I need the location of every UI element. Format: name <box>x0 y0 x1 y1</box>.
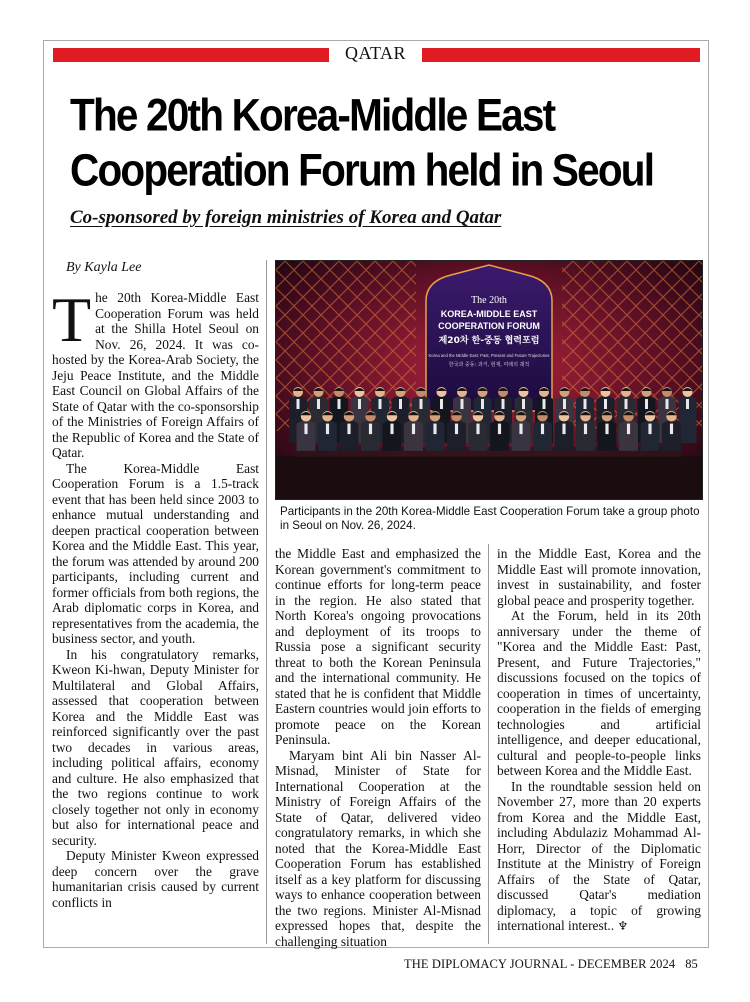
end-mark-icon: ♆ <box>617 919 629 933</box>
article-paragraph: in the Middle East, Korea and the Middle East will promote innovation, invest in sustainability, and foster global peace and prosperity together. <box>497 546 701 608</box>
banner-line: COOPERATION FORUM <box>438 321 540 331</box>
page-number: 85 <box>685 957 698 971</box>
article-paragraph: In the roundtable session held on November 27, more than 20 experts from Korea and the Middle East, including Abdulaziz Mohammad Al-Horr, Director of the Diplomatic Institute at the Ministry of Foreign Affairs of the State of Qatar, discussed Qatar's mediation diplomacy, a topic of growing international interest.. ♆ <box>497 778 701 933</box>
banner-line: 한국과 중동: 과거, 현재, 미래의 궤적 <box>448 362 530 368</box>
article-column-1 <box>52 284 259 945</box>
article-paragraph: the Middle East and emphasized the Korean government's commitment to continue efforts for long-term peace in the region. He also stated that North Korea's ongoing provocations and deployment of its troops to Russia pose a significant security threat to both the Korean Peninsula and the international community. He stated that he is confident that Middle Eastern countries would join efforts to promote peace on the Korean Peninsula. <box>275 546 481 747</box>
section-label: QATAR <box>344 43 407 63</box>
article-paragraph: Deputy Minister Kweon expressed deep concern over the grave humanitarian crisis caused by current conflicts in <box>52 848 259 910</box>
banner-line: 제20차 한-중동 협력포럼 <box>438 336 540 346</box>
section-bar-right <box>422 48 700 62</box>
byline: By Kayla Lee <box>66 260 142 275</box>
photo-caption: Participants in the 20th Korea-Middle East Cooperation Forum take a group photo in Seoul on Nov. 26, 2024. <box>280 505 700 532</box>
group-photo <box>275 260 703 500</box>
article-paragraph: The Korea-Middle East Cooperation Forum is a 1.5-track event that has been held since 2003 to enhance mutual understanding and deepen practical cooperation between Korea and the Middle East. This year, the forum was attended by around 200 participants, including current and former officials from both regions, the Arab diplomatic corps in Korea, and representatives from the academia, the business sector, and youth. <box>52 460 259 646</box>
drop-cap: T <box>52 284 92 355</box>
banner-line: Korea and the Middle East: Past, Present and Future Trajectories <box>428 353 550 358</box>
banner-line: KOREA-MIDDLE EAST <box>440 309 538 319</box>
article-column-3 <box>497 546 701 946</box>
article-paragraph: At the Forum, held in its 20th anniversary under the theme of "Korea and the Middle East: Past, Present, and Future Trajectories," discussions focused on the topics of cooperation in times of uncertainty, cooperation in the fields of emerging technologies and artificial intelligence, and deeper educational, cultural and people-to-people links between Korea and the Middle East. <box>497 608 701 778</box>
article-paragraph: Maryam bint Ali bin Nasser Al-Misnad, Minister of State for International Cooperation at the Ministry of Foreign Affairs of the State of Qatar, delivered video congratulatory remarks, in which she noted that the Korea-Middle East Cooperation Forum has established itself as a key platform for discussing ways to enhance cooperation between the two regions. Minister Al-Misnad expressed hopes that, despite the challenging situation <box>275 747 481 949</box>
column-divider <box>488 544 489 944</box>
banner-line: The 20th <box>471 295 507 306</box>
page-footer <box>404 957 698 972</box>
article-paragraph: In his congratulatory remarks, Kweon Ki-hwan, Deputy Minister for Multilateral and Global Affairs, assessed that cooperation between Korea and the Middle East was reinforced significantly over the past two decades in various areas, including political affairs, economy and culture. He also emphasized that the two regions continue to work closely together not only in economy but also for international peace and security. <box>52 646 259 848</box>
article-paragraph: The 20th Korea-Middle East Cooperation Forum was held at the Shilla Hotel Seoul on Nov. 26, 2024. It was co-hosted by the Korea-Arab Society, the Jeju Peace Institute, and the Middle East Council on Global Affairs of the State of Qatar with the co-sponsorship of the Ministries of Foreign Affairs of the Republic of Korea and the State of Qatar. <box>52 284 259 460</box>
subhead: Co-sponsored by foreign ministries of Korea and Qatar <box>70 207 502 228</box>
group-photo-image <box>276 261 702 499</box>
publication-name: THE DIPLOMACY JOURNAL - DECEMBER 2024 <box>404 957 676 971</box>
section-bar-left <box>53 48 329 62</box>
column-divider <box>266 260 267 944</box>
headline: The 20th Korea-Middle East Cooperation Forum held in Seoul <box>70 89 654 196</box>
article-column-2 <box>275 546 481 949</box>
